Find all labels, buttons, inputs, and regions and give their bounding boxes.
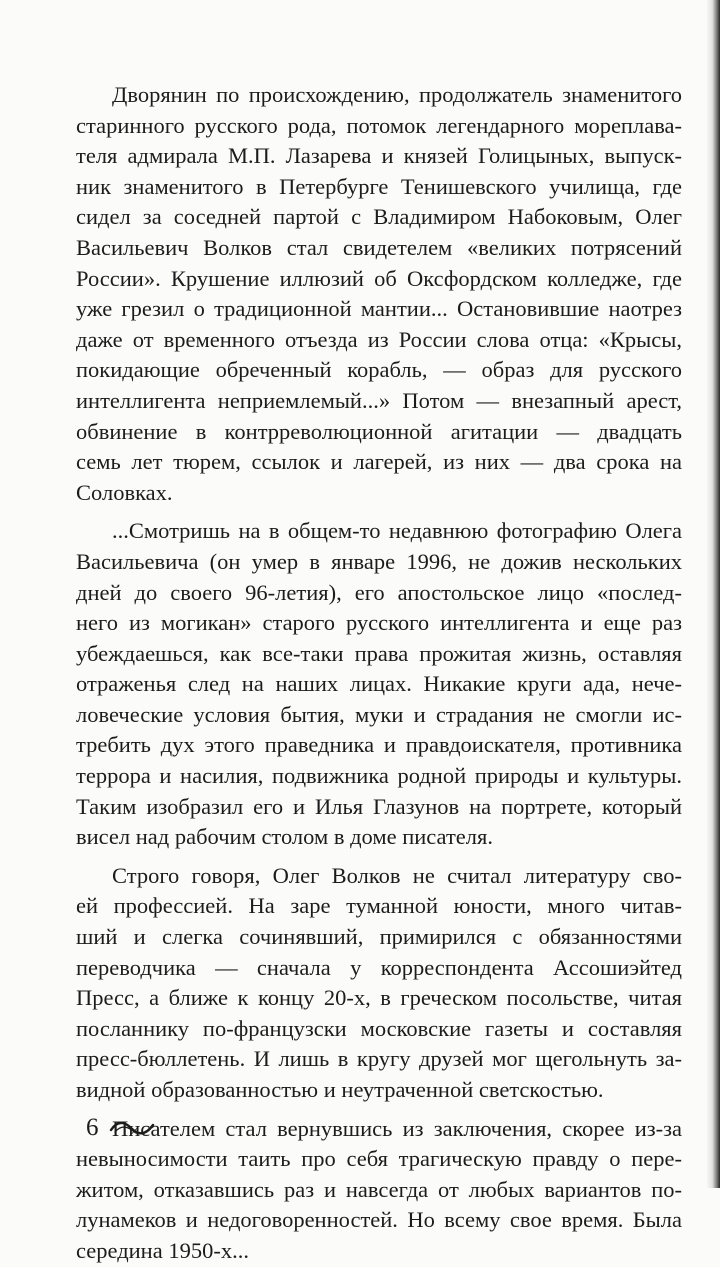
- text-line: сидел за соседней партой с Владимиром Набоковым, Олег: [76, 204, 682, 230]
- text-line: интеллигента неприемлемый...» Потом — внезапный арест,: [76, 387, 682, 413]
- text-line: середина 1950-х...: [76, 1237, 249, 1263]
- text-line: убеждаешься, как все-таки права прожитая жизнь, оставляя: [76, 640, 682, 666]
- text-line: обвинение в контрреволюционной агитации — двадцать: [76, 418, 682, 444]
- text-line: отраженья след на наших лицах. Никакие круги ада, нече-: [76, 671, 682, 697]
- text-line: террора и насилия, подвижника родной природы и культуры.: [76, 763, 682, 789]
- text-line: ...Смотришь на в общем-то недавнюю фотографию Олега: [112, 518, 682, 544]
- text-line: него из могикан» старого русского интеллигента и еще раз: [76, 610, 682, 636]
- paragraph: [76, 80, 682, 508]
- text-line: Васильевич Волков стал свидетелем «великих потрясений: [76, 234, 682, 260]
- text-line: старинного русского рода, потомок легендарного мореплава-: [76, 112, 682, 138]
- text-line: дней до своего 96-летия), его апостольское лицо «послед-: [76, 579, 682, 605]
- text-line: посланнику по-французски московские газеты и составляя: [76, 1015, 682, 1041]
- text-line: Пресс, а ближе к концу 20-х, в греческом посольстве, читая: [76, 985, 682, 1011]
- text-line: семь лет тюрем, ссылок и лагерей, из них — два срока на: [76, 449, 682, 475]
- text-line: России». Крушение иллюзий об Оксфордском колледже, где: [76, 265, 682, 291]
- paragraph: [76, 861, 682, 1106]
- page-number: 6: [86, 1114, 99, 1141]
- page-binding-shadow: [706, 0, 720, 1188]
- text-line: даже от временного отъезда из России слова отца: «Крысы,: [76, 326, 682, 352]
- text-line: теля адмирала М.П. Лазарева и князей Голицыных, выпуск-: [76, 143, 682, 169]
- page-footer: [86, 1108, 155, 1148]
- body-text: [76, 80, 682, 1267]
- text-line: висел над рабочим столом в доме писателя.: [76, 824, 493, 850]
- text-line: лунамеков и недоговоренностей. Но всему свое время. Была: [76, 1207, 682, 1233]
- tilde-ornament-icon: [109, 1119, 155, 1137]
- text-line: ей профессией. На заре туманной юности, много читав-: [76, 893, 682, 919]
- text-line: требить дух этого праведника и правдоискателя, противника: [76, 732, 682, 758]
- text-line: ник знаменитого в Петербурге Тенишевского училища, где: [76, 173, 682, 199]
- text-line: невыносимости таить про себя трагическую правду о пере-: [76, 1146, 682, 1172]
- text-line: житом, отказавшись раз и навсегда от любых вариантов по-: [76, 1176, 682, 1202]
- text-line: Таким изобразил его и Илья Глазунов на портрете, который: [76, 793, 682, 819]
- text-line: ловеческие условия бытия, муки и страдания не смогли ис-: [76, 701, 682, 727]
- text-line: Соловках.: [76, 479, 173, 505]
- text-line: покидающие обреченный корабль, — образ для русского: [76, 357, 682, 383]
- paragraph: [76, 1114, 682, 1267]
- text-line: Писателем стал вернувшись из заключения, скорее из-за: [112, 1115, 682, 1141]
- text-line: Строго говоря, Олег Волков не считал литературу сво-: [112, 862, 682, 888]
- text-line: переводчика — сначала у корреспондента Ассошиэйтед: [76, 954, 682, 980]
- text-line: ший и слегка сочинявший, примирился с обязанностями: [76, 924, 682, 950]
- text-line: уже грезил о традиционной мантии... Остановившие наотрез: [76, 296, 682, 322]
- text-line: Васильевича (он умер в январе 1996, не дожив нескольких: [76, 548, 682, 574]
- text-line: Дворянин по происхождению, продолжатель знаменитого: [112, 82, 682, 107]
- text-line: видной образованностью и неутраченной светскостью.: [76, 1077, 604, 1102]
- paragraph: [76, 516, 682, 853]
- text-line: пресс-бюллетень. И лишь в кругу друзей мог щегольнуть за-: [76, 1046, 682, 1072]
